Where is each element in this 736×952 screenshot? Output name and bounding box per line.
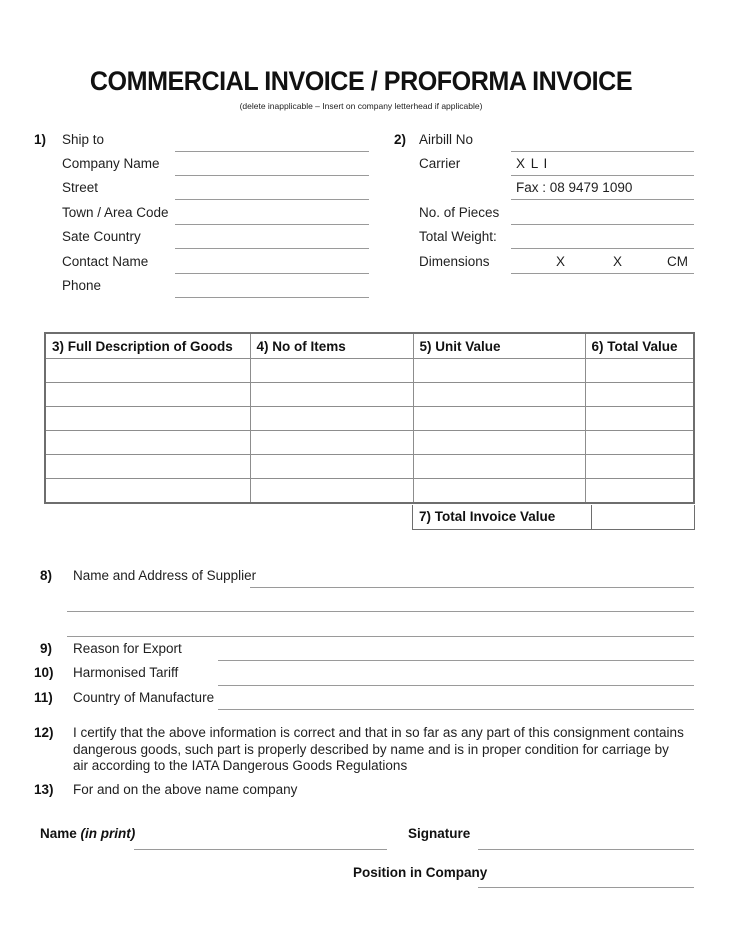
section-8-number: 8) <box>40 568 53 583</box>
table-cell[interactable] <box>45 455 250 479</box>
supplier-label: Name and Address of Supplier <box>73 568 257 583</box>
table-cell[interactable] <box>413 431 585 455</box>
airbill-no-label: Airbill No <box>419 132 474 147</box>
table-cell[interactable] <box>250 431 413 455</box>
table-cell[interactable] <box>250 479 413 504</box>
no-of-pieces-label: No. of Pieces <box>419 205 500 220</box>
supplier-field-line-3[interactable] <box>67 636 694 637</box>
supplier-field-line-2[interactable] <box>67 611 694 612</box>
table-row <box>45 383 694 407</box>
table-cell[interactable] <box>45 359 250 383</box>
goods-table-header-row <box>45 333 694 359</box>
table-cell[interactable] <box>585 479 694 504</box>
company-name-field[interactable] <box>175 175 369 176</box>
carrier-field[interactable] <box>511 175 694 176</box>
harmonised-tariff-field[interactable] <box>218 685 694 686</box>
phone-label: Phone <box>62 278 102 293</box>
contact-name-field[interactable] <box>175 273 369 274</box>
name-field[interactable] <box>134 849 387 850</box>
table-cell[interactable] <box>45 431 250 455</box>
total-invoice-label: 7) Total Invoice Value <box>413 505 592 529</box>
table-cell[interactable] <box>585 455 694 479</box>
section-1-number: 1) <box>34 132 47 147</box>
signature-label: Signature <box>408 826 471 841</box>
table-cell[interactable] <box>45 383 250 407</box>
no-of-pieces-field[interactable] <box>511 224 694 225</box>
table-cell[interactable] <box>585 383 694 407</box>
reason-for-export-label: Reason for Export <box>73 641 182 656</box>
carrier-label: Carrier <box>419 156 461 171</box>
fax-value: Fax : 08 9479 1090 <box>516 180 633 195</box>
page-title: COMMERCIAL INVOICE / PROFORMA INVOICE <box>89 66 633 96</box>
description-header: 3) Full Description of Goods <box>45 333 250 359</box>
dimension-x2: X <box>613 254 623 269</box>
total-value-header: 6) Total Value <box>585 333 694 359</box>
table-row <box>45 431 694 455</box>
reason-for-export-field[interactable] <box>218 660 694 661</box>
section-13-number: 13) <box>34 782 54 797</box>
goods-table <box>44 332 695 504</box>
street-label: Street <box>62 180 99 195</box>
total-invoice-box <box>412 505 695 530</box>
carrier-value: X L I <box>516 156 549 171</box>
position-field[interactable] <box>478 887 694 888</box>
contact-name-label: Contact Name <box>62 254 149 269</box>
name-label: Name <box>40 826 77 841</box>
table-cell[interactable] <box>413 479 585 504</box>
total-invoice-value[interactable] <box>592 505 694 529</box>
table-row <box>45 407 694 431</box>
table-cell[interactable] <box>250 359 413 383</box>
country-of-manufacture-field[interactable] <box>218 709 694 710</box>
section-9-number: 9) <box>40 641 53 656</box>
table-cell[interactable] <box>585 431 694 455</box>
state-country-field[interactable] <box>175 248 369 249</box>
town-area-code-label: Town / Area Code <box>62 205 169 220</box>
signature-field[interactable] <box>478 849 694 850</box>
table-cell[interactable] <box>250 383 413 407</box>
table-row <box>45 359 694 383</box>
table-cell[interactable] <box>585 359 694 383</box>
certification-text: I certify that the above information is correct and that in so far as any part of this consignment contains dangerous goods, such part is properly described by name and is in proper condition for carriage by air according to the IATA Dangerous Goods Regulations <box>73 725 684 773</box>
fax-field[interactable] <box>511 199 694 200</box>
company-name-label: Company Name <box>62 156 160 171</box>
name-label-group <box>40 826 135 841</box>
table-cell[interactable] <box>45 479 250 504</box>
total-weight-label: Total Weight: <box>419 229 497 244</box>
table-cell[interactable] <box>250 455 413 479</box>
ship-to-field[interactable] <box>175 151 369 152</box>
page-subtitle: (delete inapplicable – Insert on company letterhead if applicable) <box>239 101 483 111</box>
table-cell[interactable] <box>413 407 585 431</box>
section-2-number: 2) <box>394 132 407 147</box>
table-cell[interactable] <box>45 407 250 431</box>
section-10-number: 10) <box>34 665 54 680</box>
table-cell[interactable] <box>413 455 585 479</box>
position-label: Position in Company <box>353 865 488 880</box>
town-area-code-field[interactable] <box>175 224 369 225</box>
dimensions-field[interactable] <box>511 273 694 274</box>
dimensions-label: Dimensions <box>419 254 490 269</box>
total-weight-field[interactable] <box>511 248 694 249</box>
company-statement: For and on the above name company <box>73 782 298 797</box>
supplier-field-line-1[interactable] <box>250 587 694 588</box>
name-in-print-label: (in print) <box>80 826 136 841</box>
ship-to-label: Ship to <box>62 132 105 147</box>
section-12-number: 12) <box>34 725 54 740</box>
dimension-unit: CM <box>667 254 688 269</box>
table-cell[interactable] <box>250 407 413 431</box>
table-row <box>45 455 694 479</box>
state-country-label: Sate Country <box>62 229 141 244</box>
table-cell[interactable] <box>585 407 694 431</box>
phone-field[interactable] <box>175 297 369 298</box>
unit-value-header: 5) Unit Value <box>413 333 585 359</box>
street-field[interactable] <box>175 199 369 200</box>
airbill-no-field[interactable] <box>511 151 694 152</box>
dimension-x1: X <box>556 254 566 269</box>
table-cell[interactable] <box>413 383 585 407</box>
country-of-manufacture-label: Country of Manufacture <box>73 690 215 705</box>
harmonised-tariff-label: Harmonised Tariff <box>73 665 179 680</box>
table-cell[interactable] <box>413 359 585 383</box>
no-of-items-header: 4) No of Items <box>250 333 413 359</box>
table-row <box>45 479 694 504</box>
section-11-number: 11) <box>34 690 53 705</box>
